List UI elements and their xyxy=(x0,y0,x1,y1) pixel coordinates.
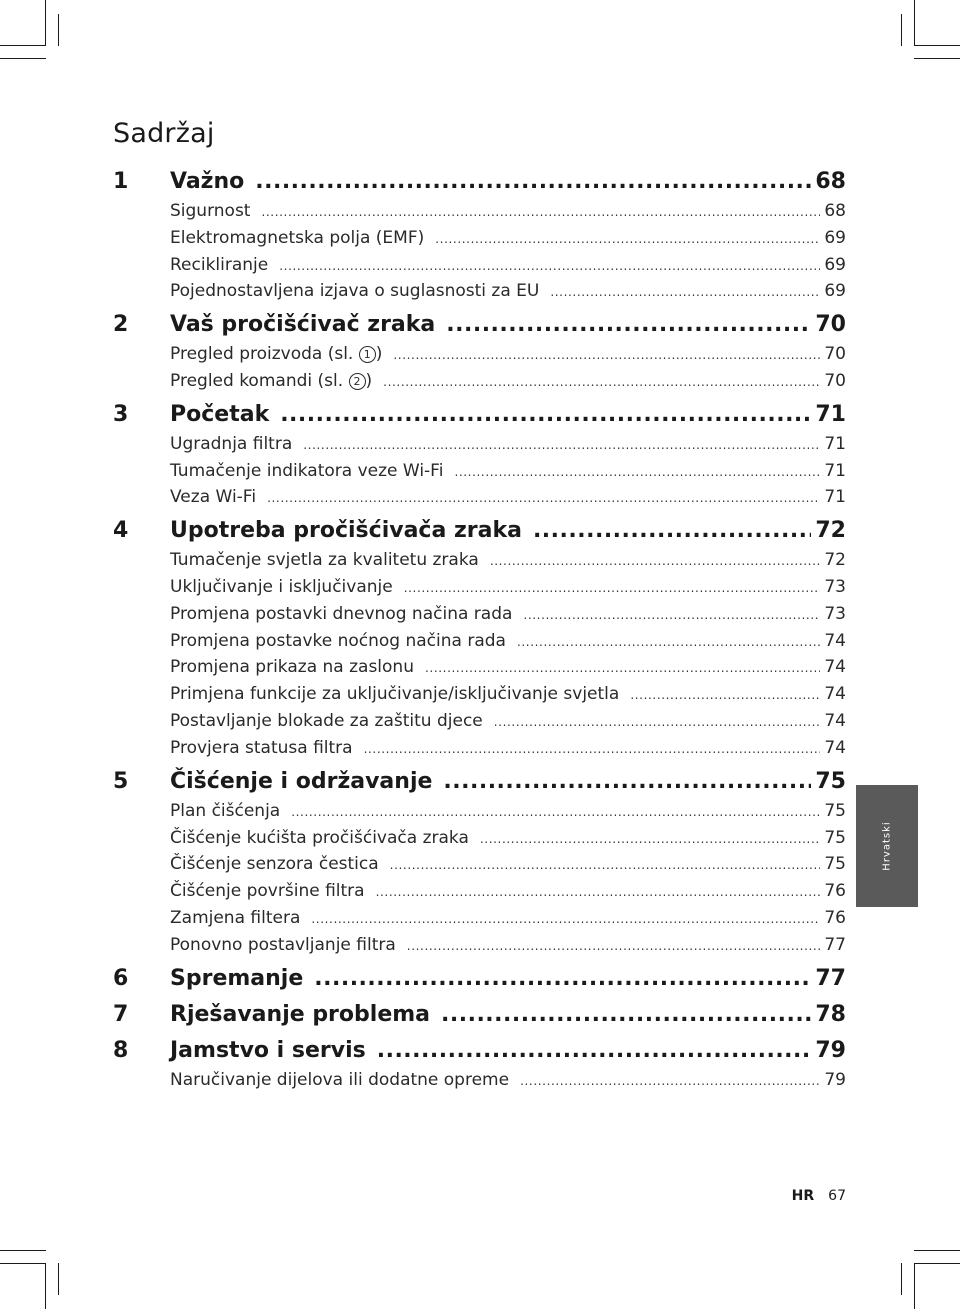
toc-item[interactable] xyxy=(113,461,846,485)
item-page: 69 xyxy=(824,255,846,275)
toc-item[interactable] xyxy=(113,201,846,225)
dot-leader xyxy=(441,1002,811,1027)
item-page: 73 xyxy=(824,577,846,597)
figure-number-badge: 2 xyxy=(349,373,366,390)
item-label: Zamjena filtera xyxy=(170,908,301,928)
dot-leader xyxy=(443,769,811,794)
dot-leader xyxy=(404,581,821,595)
toc-item[interactable] xyxy=(113,801,846,825)
toc-item[interactable] xyxy=(113,908,846,932)
dot-leader xyxy=(364,742,821,756)
crop-mark xyxy=(45,1263,46,1309)
crop-mark xyxy=(914,0,915,46)
item-label: Čišćenje senzora čestica xyxy=(170,854,379,874)
crop-mark xyxy=(914,1263,960,1264)
crop-mark xyxy=(914,1263,915,1309)
dot-leader xyxy=(425,661,820,675)
section-title: Jamstvo i servis xyxy=(170,1038,366,1063)
dot-leader xyxy=(267,491,820,505)
toc-section-8[interactable] xyxy=(113,1038,846,1068)
crop-mark xyxy=(58,1263,59,1295)
item-page: 74 xyxy=(824,738,846,758)
item-page: 71 xyxy=(824,461,846,481)
section-page: 71 xyxy=(815,402,846,427)
item-page: 76 xyxy=(824,881,846,901)
item-page: 74 xyxy=(824,657,846,677)
section-page: 77 xyxy=(815,966,846,991)
item-label: Veza Wi-Fi xyxy=(170,487,257,507)
toc-section-1[interactable] xyxy=(113,169,846,199)
toc-item[interactable] xyxy=(113,935,846,959)
item-label: Promjena postavki dnevnog načina rada xyxy=(170,604,513,624)
dot-leader xyxy=(376,885,821,899)
dot-leader xyxy=(291,805,820,819)
crop-mark xyxy=(914,1250,960,1251)
section-page: 70 xyxy=(815,312,846,337)
dot-leader xyxy=(523,608,820,622)
item-label: Čišćenje kućišta pročišćivača zraka xyxy=(170,828,469,848)
dot-leader xyxy=(494,715,821,729)
toc-section-3[interactable] xyxy=(113,402,846,432)
toc-section-5[interactable] xyxy=(113,769,846,799)
section-title: Upotreba pročišćivača zraka xyxy=(170,518,522,543)
item-label: Recikliranje xyxy=(170,255,269,275)
item-page: 79 xyxy=(824,1070,846,1090)
item-page: 75 xyxy=(824,828,846,848)
toc-item[interactable] xyxy=(113,434,846,458)
toc-section-4[interactable] xyxy=(113,518,846,548)
item-page: 75 xyxy=(824,801,846,821)
toc-item[interactable] xyxy=(113,684,846,708)
dot-leader xyxy=(261,205,820,219)
section-title: Spremanje xyxy=(170,966,304,991)
crop-mark xyxy=(914,58,960,59)
section-title: Vaš pročišćivač zraka xyxy=(170,312,436,337)
crop-mark xyxy=(45,0,46,46)
crop-mark xyxy=(0,58,46,59)
toc-item[interactable] xyxy=(113,281,846,305)
page-title: Sadržaj xyxy=(113,118,215,149)
toc-item[interactable] xyxy=(113,854,846,878)
item-page: 76 xyxy=(824,908,846,928)
item-label: Elektromagnetska polja (EMF) xyxy=(170,228,425,248)
toc-item[interactable] xyxy=(113,255,846,279)
crop-mark xyxy=(914,45,960,46)
toc-item[interactable] xyxy=(113,1070,846,1094)
section-page: 72 xyxy=(815,518,846,543)
item-label: Primjena funkcije za uključivanje/isključivanje svjetla xyxy=(170,684,620,704)
item-page: 75 xyxy=(824,854,846,874)
dot-leader xyxy=(279,259,820,273)
toc-item[interactable] xyxy=(113,228,846,252)
item-label: Čišćenje površine filtra xyxy=(170,881,365,901)
item-label: Pregled komandi (sl. 2 ) xyxy=(170,371,373,391)
item-page: 73 xyxy=(824,604,846,624)
dot-leader xyxy=(280,402,811,427)
section-number: 7 xyxy=(113,1002,129,1027)
dot-leader xyxy=(383,375,820,389)
toc-section-6[interactable] xyxy=(113,966,846,996)
page-footer xyxy=(792,1188,846,1204)
figure-number-badge: 1 xyxy=(359,346,376,363)
dot-leader xyxy=(311,912,820,926)
section-number: 4 xyxy=(113,518,129,543)
section-page: 79 xyxy=(815,1038,846,1063)
section-number: 8 xyxy=(113,1038,129,1063)
item-page: 71 xyxy=(824,487,846,507)
section-title: Početak xyxy=(170,402,270,427)
item-page: 77 xyxy=(824,935,846,955)
section-number: 3 xyxy=(113,402,129,427)
toc-item[interactable] xyxy=(113,657,846,681)
dot-leader xyxy=(393,348,820,362)
item-label: Promjena prikaza na zaslonu xyxy=(170,657,414,677)
item-page: 72 xyxy=(824,550,846,570)
section-number: 5 xyxy=(113,769,129,794)
dot-leader xyxy=(517,635,820,649)
footer-language-code: HR xyxy=(791,1188,815,1204)
crop-mark xyxy=(901,14,902,46)
section-number: 1 xyxy=(113,169,129,194)
item-page: 74 xyxy=(824,631,846,651)
toc-item[interactable] xyxy=(113,881,846,905)
toc-item[interactable] xyxy=(113,828,846,852)
item-label: Naručivanje dijelova ili dodatne opreme xyxy=(170,1070,510,1090)
section-page: 75 xyxy=(815,769,846,794)
item-page: 74 xyxy=(824,684,846,704)
toc-section-2[interactable] xyxy=(113,312,846,342)
dot-leader xyxy=(630,688,820,702)
crop-mark xyxy=(0,1250,46,1251)
item-page: 69 xyxy=(824,281,846,301)
section-title: Važno xyxy=(170,169,245,194)
item-page: 68 xyxy=(824,201,846,221)
item-page: 70 xyxy=(824,371,846,391)
dot-leader xyxy=(390,858,821,872)
toc-section-7[interactable] xyxy=(113,1002,846,1032)
toc-item[interactable] xyxy=(113,631,846,655)
dot-leader xyxy=(533,518,811,543)
item-label: Postavljanje blokade za zaštitu djece xyxy=(170,711,483,731)
crop-mark xyxy=(0,45,46,46)
item-label: Pregled proizvoda (sl. 1 ) xyxy=(170,344,383,364)
section-number: 2 xyxy=(113,312,129,337)
toc-item[interactable] xyxy=(113,577,846,601)
item-label: Plan čišćenja xyxy=(170,801,281,821)
dot-leader xyxy=(480,832,820,846)
toc-item[interactable] xyxy=(113,487,846,511)
footer-page-number: 67 xyxy=(828,1188,846,1204)
item-label: Uključivanje i isključivanje xyxy=(170,577,393,597)
section-page: 78 xyxy=(815,1002,846,1027)
toc-item[interactable] xyxy=(113,344,846,368)
dot-leader xyxy=(435,232,820,246)
item-label: Tumačenje indikatora veze Wi-Fi xyxy=(170,461,444,481)
dot-leader xyxy=(490,554,821,568)
item-label: Sigurnost xyxy=(170,201,251,221)
section-title: Čišćenje i održavanje xyxy=(170,769,433,794)
dot-leader xyxy=(454,465,820,479)
item-page: 70 xyxy=(824,344,846,364)
section-page: 68 xyxy=(815,169,846,194)
section-title: Rješavanje problema xyxy=(170,1002,431,1027)
dot-leader xyxy=(520,1074,820,1088)
item-label: Pojednostavljena izjava o suglasnosti za EU xyxy=(170,281,540,301)
crop-mark xyxy=(901,1263,902,1295)
toc-item[interactable] xyxy=(113,371,846,395)
dot-leader xyxy=(255,169,811,194)
item-page: 69 xyxy=(824,228,846,248)
toc-item[interactable] xyxy=(113,738,846,762)
item-page: 71 xyxy=(824,434,846,454)
crop-mark xyxy=(58,14,59,46)
toc-item[interactable] xyxy=(113,604,846,628)
dot-leader xyxy=(303,438,820,452)
toc-item[interactable] xyxy=(113,711,846,735)
dot-leader xyxy=(550,285,820,299)
side-tab-label: Hrvatski xyxy=(881,821,893,871)
item-page: 74 xyxy=(824,711,846,731)
section-number: 6 xyxy=(113,966,129,991)
item-label: Tumačenje svjetla za kvalitetu zraka xyxy=(170,550,479,570)
item-label: Ponovno postavljanje filtra xyxy=(170,935,396,955)
dot-leader xyxy=(446,312,811,337)
item-label: Ugradnja filtra xyxy=(170,434,293,454)
item-label: Provjera statusa filtra xyxy=(170,738,353,758)
dot-leader xyxy=(314,966,811,991)
item-label: Promjena postavke noćnog načina rada xyxy=(170,631,506,651)
language-side-tab xyxy=(856,785,918,907)
crop-mark xyxy=(0,1263,46,1264)
toc-item[interactable] xyxy=(113,550,846,574)
dot-leader xyxy=(407,939,821,953)
dot-leader xyxy=(377,1038,812,1063)
